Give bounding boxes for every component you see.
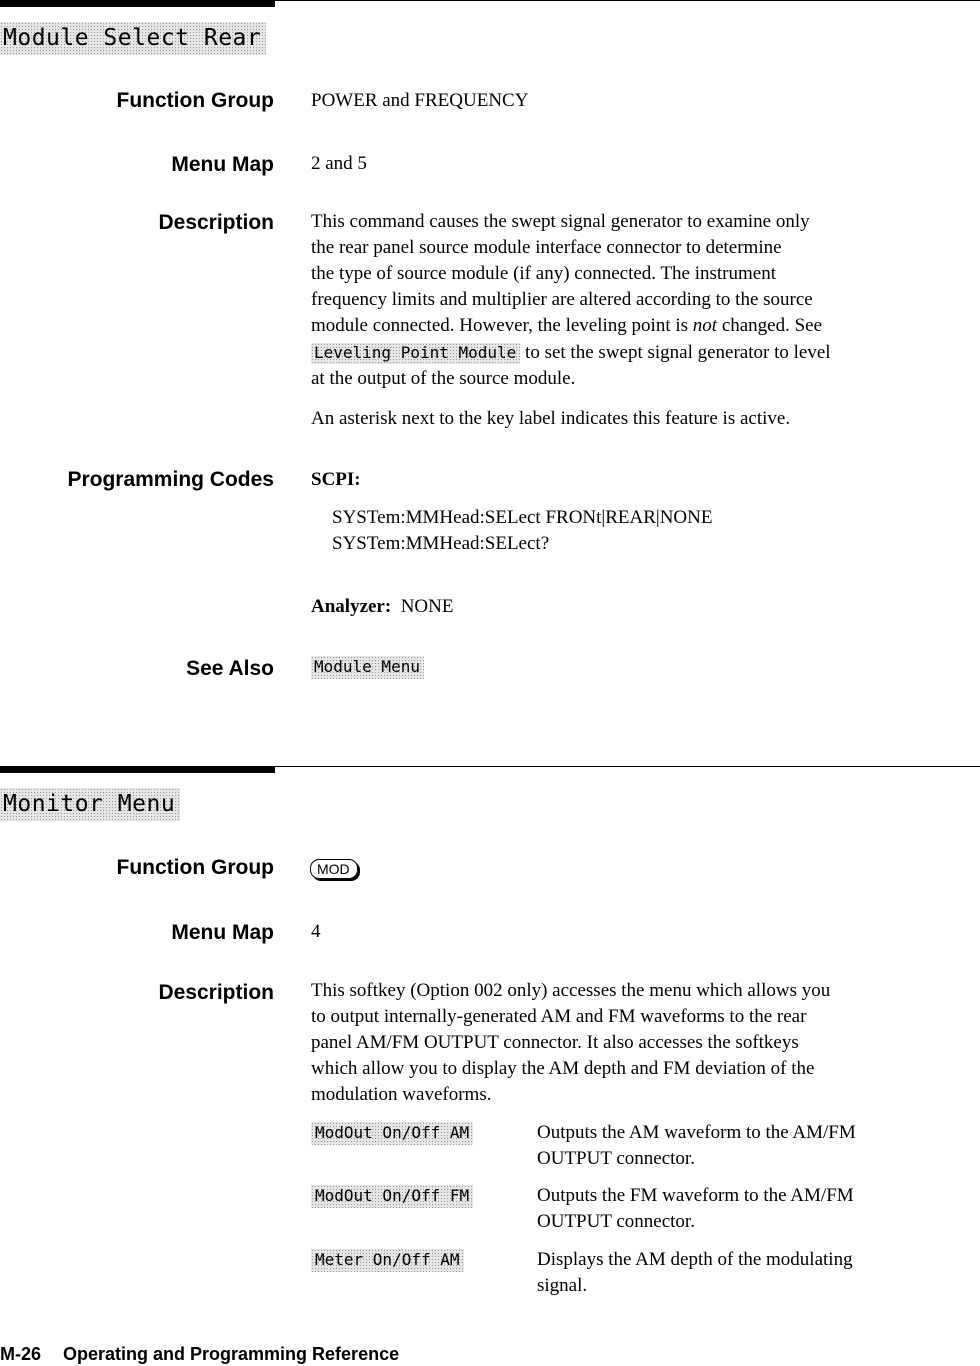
softkey-description-line: OUTPUT connector. bbox=[537, 1148, 695, 1169]
analyzer-value: NONE bbox=[400, 596, 454, 617]
softkey-description bbox=[537, 1183, 957, 1235]
section-rule-thin bbox=[275, 0, 980, 1]
programming-codes-label: Programming Codes bbox=[67, 468, 274, 491]
section-title-softkey: Module Select Rear bbox=[0, 22, 266, 55]
modout-am-softkey[interactable]: ModOut On/Off AM bbox=[311, 1122, 473, 1145]
description-text-segment: changed. See bbox=[717, 315, 823, 336]
softkey-description-line: OUTPUT connector. bbox=[537, 1211, 695, 1232]
section-rule-thin bbox=[275, 766, 980, 767]
softkey-description-line: signal. bbox=[537, 1275, 588, 1296]
softkey-description-line: Outputs the AM waveform to the AM/FM bbox=[537, 1122, 856, 1143]
description-line bbox=[311, 340, 961, 366]
description-text-segment: to set the swept signal generator to level bbox=[520, 342, 831, 363]
scpi-query: SYSTem:MMHead:SELect? bbox=[332, 533, 550, 554]
description-label: Description bbox=[158, 981, 274, 1004]
leveling-point-module-softkey[interactable]: Leveling Point Module bbox=[311, 343, 520, 364]
description-line: at the output of the source module. bbox=[311, 368, 576, 389]
description-emphasis: not bbox=[692, 315, 718, 336]
section-title-softkey: Monitor Menu bbox=[0, 788, 180, 821]
page-number: M-26 bbox=[0, 1344, 42, 1364]
mod-hardkey[interactable]: MOD bbox=[310, 859, 358, 879]
softkey-description bbox=[537, 1247, 957, 1299]
description-text bbox=[311, 209, 961, 392]
description-line: modulation waveforms. bbox=[311, 1084, 492, 1105]
function-group-label: Function Group bbox=[116, 89, 274, 112]
description-text-segment: module connected. However, the leveling point is bbox=[311, 315, 693, 336]
menu-map-label: Menu Map bbox=[171, 153, 274, 176]
description-line bbox=[311, 313, 961, 339]
scpi-command: SYSTem:MMHead:SELect FRONt|REAR|NONE bbox=[332, 507, 713, 528]
section-rule-thick bbox=[0, 0, 275, 7]
function-group-value: POWER and FREQUENCY bbox=[311, 90, 529, 111]
description-line: panel AM/FM OUTPUT connector. It also accesses the softkeys bbox=[311, 1032, 799, 1053]
softkey-description bbox=[537, 1120, 957, 1172]
section-rule-thick bbox=[0, 766, 275, 773]
analyzer-line bbox=[311, 594, 961, 620]
softkey-description-line: Displays the AM depth of the modulating bbox=[537, 1249, 853, 1270]
description-line: This command causes the swept signal generator to examine only bbox=[311, 211, 810, 232]
menu-map-value: 4 bbox=[311, 921, 321, 942]
description-paragraph: An asterisk next to the key label indicates this feature is active. bbox=[311, 408, 791, 429]
menu-map-label: Menu Map bbox=[171, 921, 274, 944]
function-group-label: Function Group bbox=[116, 856, 274, 879]
description-text bbox=[311, 978, 961, 1108]
modout-fm-softkey[interactable]: ModOut On/Off FM bbox=[311, 1185, 473, 1208]
scpi-label bbox=[311, 467, 961, 493]
softkey-description-line: Outputs the FM waveform to the AM/FM bbox=[537, 1185, 854, 1206]
page-footer bbox=[0, 1344, 399, 1365]
analyzer-label: Analyzer: bbox=[311, 596, 392, 617]
description-line: to output internally-generated AM and FM waveforms to the rear bbox=[311, 1006, 807, 1027]
see-also-label: See Also bbox=[186, 657, 274, 680]
meter-am-softkey[interactable]: Meter On/Off AM bbox=[311, 1249, 464, 1272]
description-line: the type of source module (if any) connected. The instrument bbox=[311, 263, 776, 284]
description-line: This softkey (Option 002 only) accesses the menu which allows you bbox=[311, 980, 831, 1001]
module-menu-softkey[interactable]: Module Menu bbox=[311, 656, 424, 679]
see-also-value bbox=[311, 654, 961, 680]
scpi-heading: SCPI: bbox=[311, 469, 361, 490]
description-line: the rear panel source module interface connector to determine bbox=[311, 237, 782, 258]
description-line: frequency limits and multiplier are altered according to the source bbox=[311, 289, 813, 310]
description-line: which allow you to display the AM depth and FM deviation of the bbox=[311, 1058, 815, 1079]
menu-map-value: 2 and 5 bbox=[311, 153, 367, 174]
manual-title: Operating and Programming Reference bbox=[63, 1344, 400, 1364]
description-label: Description bbox=[158, 211, 274, 234]
